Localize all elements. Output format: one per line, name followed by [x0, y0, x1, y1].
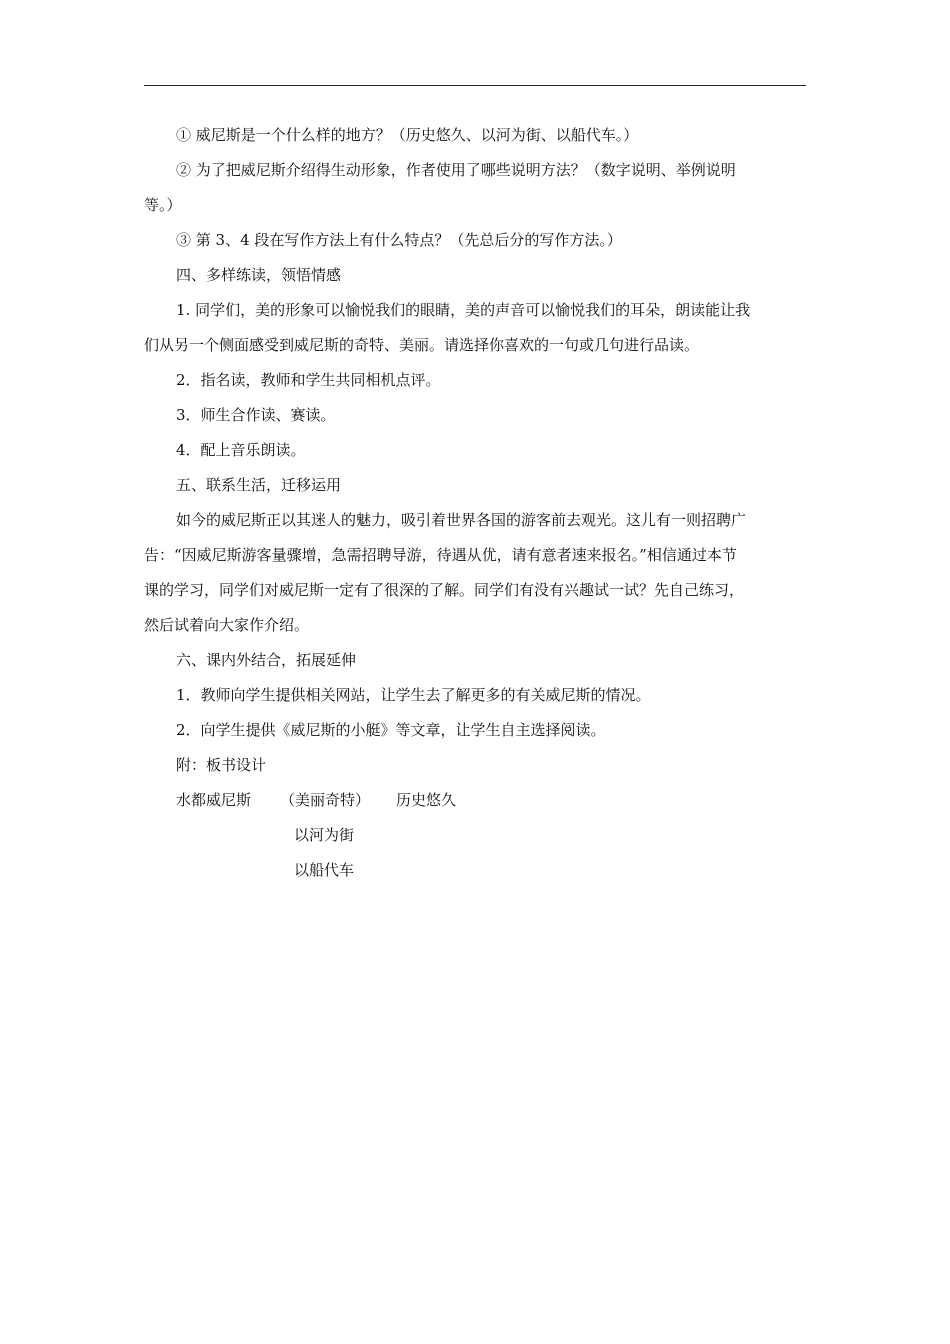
section-heading-6: 六、课内外结合，拓展延伸 [176, 651, 357, 669]
question-3: ③ 第 3、4 段在写作方法上有什么特点？（先总后分的写作方法。） [176, 231, 622, 249]
life-paragraph-line-3: 课的学习，同学们对威尼斯一定有了很深的了解。同学们有没有兴趣试一试？先自己练习， [144, 581, 745, 599]
life-paragraph-line-1: 如今的威尼斯正以其迷人的魅力，吸引着世界各国的游客前去观光。这儿有一则招聘广 [176, 511, 747, 529]
extension-item-1: 1．教师向学生提供相关网站，让学生去了解更多的有关威尼斯的情况。 [176, 686, 651, 704]
reading-item-3: 3．师生合作读、赛读。 [176, 406, 336, 424]
section-heading-5: 五、联系生活，迁移运用 [176, 476, 342, 494]
reading-item-2: 2．指名读，教师和学生共同相机点评。 [176, 371, 441, 389]
board-item-1: 历史悠久 [396, 791, 457, 809]
reading-item-1-line-2: 们从另一个侧面感受到威尼斯的奇特、美丽。请选择你喜欢的一句或几句进行品读。 [144, 336, 700, 354]
board-item-2: 以河为街 [294, 826, 355, 844]
question-2-line-2: 等。） [144, 196, 182, 214]
life-paragraph-line-4: 然后试着向大家作介绍。 [144, 616, 310, 634]
document-body [144, 118, 806, 888]
reading-item-1-line-1: 1. 同学们，美的形象可以愉悦我们的眼睛，美的声音可以愉悦我们的耳朵，朗读能让我 [176, 301, 751, 319]
life-paragraph [144, 503, 806, 643]
board-paren: （美丽奇特） [280, 791, 371, 809]
question-1: ① 威尼斯是一个什么样的地方？（历史悠久、以河为街、以船代车。） [176, 126, 639, 144]
board-item-3: 以船代车 [294, 861, 355, 879]
question-2 [144, 153, 806, 223]
board-design [144, 783, 806, 888]
board-title: 水都威尼斯 [176, 791, 252, 809]
appendix-heading: 附：板书设计 [176, 756, 267, 774]
section-heading-4: 四、多样练读，领悟情感 [176, 266, 342, 284]
life-paragraph-line-2: 告：“因威尼斯游客量骤增，急需招聘导游，待遇从优，请有意者速来报名。”相信通过本节 [144, 546, 737, 564]
reading-item-4: 4．配上音乐朗读。 [176, 441, 306, 459]
extension-item-2: 2．向学生提供《威尼斯的小艇》等文章，让学生自主选择阅读。 [176, 721, 606, 739]
reading-item-1 [144, 293, 806, 363]
question-2-line-1: ② 为了把威尼斯介绍得生动形象，作者使用了哪些说明方法？（数字说明、举例说明 [176, 161, 736, 179]
header-rule [144, 85, 806, 86]
